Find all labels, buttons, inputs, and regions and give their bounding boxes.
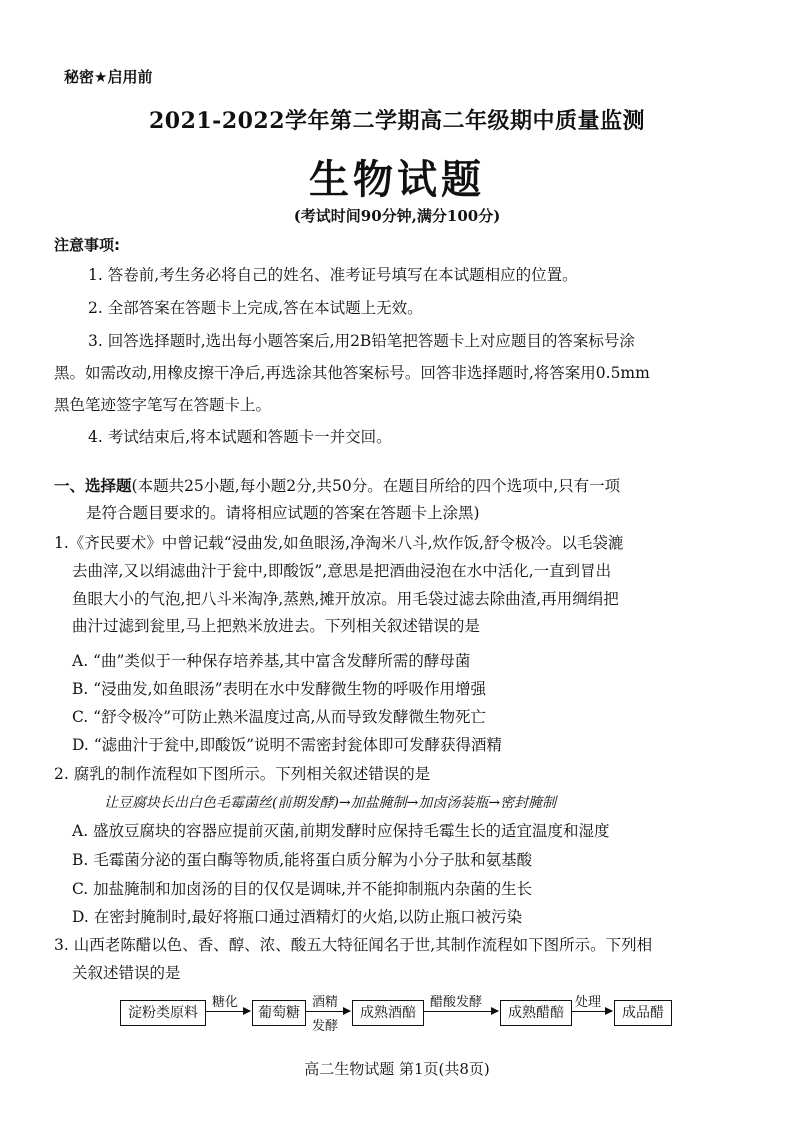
flow-arrow bbox=[424, 1011, 498, 1012]
section-heading: 一、选择题 bbox=[54, 477, 132, 495]
page-footer: 高二生物试题 第1页(共8页) bbox=[304, 1060, 490, 1078]
flow-box-glucose: 葡萄糖 bbox=[252, 1000, 306, 1026]
q2-option-c: C. 加盐腌制和加卤汤的目的仅仅是调味,并不能抑制瓶内杂菌的生长 bbox=[72, 880, 533, 898]
q1-option-a: A. “曲”类似于一种保存培养基,其中富含发酵所需的酵母菌 bbox=[72, 652, 471, 670]
notes-heading: 注意事项: bbox=[54, 236, 120, 254]
flow-box-wine-mash: 成熟酒醅 bbox=[352, 1000, 424, 1026]
flow-label-acetic: 醋酸发酵 bbox=[430, 995, 483, 1010]
flow-label-saccharify: 糖化 bbox=[212, 995, 239, 1010]
q2-stem: 2. 腐乳的制作流程如下图所示。下列相关叙述错误的是 bbox=[54, 765, 431, 783]
q2-option-b: B. 毛霉菌分泌的蛋白酶等物质,能将蛋白质分解为小分子肽和氨基酸 bbox=[72, 851, 533, 869]
flow-arrow bbox=[206, 1011, 250, 1012]
note-line: 黑。如需改动,用橡皮擦干净后,再选涂其他答案标号。回答非选择题时,将答案用0.5mm bbox=[54, 364, 650, 382]
q1-stem-line: 1.《齐民要术》中曾记载“浸曲发,如鱼眼汤,净淘米八斗,炊作饭,舒令极冷。以毛袋漉 bbox=[54, 534, 624, 552]
q3-stem-line: 3. 山西老陈醋以色、香、醇、浓、酸五大特征闻名于世,其制作流程如下图所示。下列相 bbox=[54, 936, 653, 954]
q1-stem-line: 去曲滓,又以绢滤曲汁于瓮中,即酸饭”,意思是把酒曲浸泡在水中活化,一直到冒出 bbox=[72, 562, 612, 580]
exam-info: (考试时间90分钟,满分100分) bbox=[293, 207, 501, 225]
subject-title: 生物试题 bbox=[309, 157, 485, 203]
q3-stem-line: 关叙述错误的是 bbox=[72, 964, 181, 982]
note-line: 4. 考试结束后,将本试题和答题卡一并交回。 bbox=[88, 428, 392, 446]
flow-label-alcohol: 酒精 bbox=[312, 995, 339, 1010]
q2-option-d: D. 在密封腌制时,最好将瓶口通过酒精灯的火焰,以防止瓶口被污染 bbox=[72, 908, 523, 926]
q2-option-a: A. 盛放豆腐块的容器应提前灭菌,前期发酵时应保持毛霉生长的适宜温度和湿度 bbox=[72, 822, 610, 840]
q1-stem-line: 曲汁过滤到瓮里,马上把熟米放进去。下列相关叙述错误的是 bbox=[72, 617, 480, 635]
flow-box-vinegar: 成品醋 bbox=[614, 1000, 672, 1026]
note-line: 2. 全部答案在答题卡上完成,答在本试题上无效。 bbox=[88, 299, 423, 317]
note-line: 1. 答卷前,考生务必将自己的姓名、准考证号填写在本试题相应的位置。 bbox=[88, 266, 578, 284]
q2-flow-description: 让豆腐块长出白色毛霉菌丝(前期发酵)→加盐腌制→加卤汤装瓶→密封腌制 bbox=[104, 795, 557, 811]
q1-stem-line: 鱼眼大小的气泡,把八斗米淘净,蒸熟,摊开放凉。用毛袋过滤去除曲渣,再用绸绢把 bbox=[72, 590, 619, 608]
q3-flowchart bbox=[0, 988, 794, 1038]
q1-option-b: B. “浸曲发,如鱼眼汤”表明在水中发酵微生物的呼吸作用增强 bbox=[72, 680, 487, 698]
flow-label-ferment: 发酵 bbox=[312, 1019, 339, 1034]
q1-option-c: C. “舒令极冷”可防止熟米温度过高,从而导致发酵微生物死亡 bbox=[72, 708, 486, 726]
section-intro-line2: 是符合题目要求的。请将相应试题的答案在答题卡上涂黑) bbox=[86, 504, 480, 522]
flow-arrow bbox=[572, 1011, 612, 1012]
flow-box-vinegar-mash: 成熟醋醅 bbox=[500, 1000, 572, 1026]
flow-arrow bbox=[306, 1011, 350, 1012]
section-intro-text: (本题共25小题,每小题2分,共50分。在题目所给的四个选项中,只有一项 bbox=[131, 477, 621, 495]
flow-label-process: 处理 bbox=[575, 995, 602, 1010]
exam-title: 2021-2022学年第二学期高二年级期中质量监测 bbox=[148, 108, 646, 134]
note-line: 3. 回答选择题时,选出每小题答案后,用2B铅笔把答题卡上对应题目的答案标号涂 bbox=[88, 332, 635, 350]
q1-option-d: D. “滤曲汁于瓮中,即酸饭”说明不需密封瓮体即可发酵获得酒精 bbox=[72, 736, 503, 754]
confidential-label: 秘密★启用前 bbox=[64, 68, 153, 86]
flow-box-starch: 淀粉类原料 bbox=[120, 1000, 206, 1026]
section-intro bbox=[54, 474, 620, 496]
note-line: 黑色笔迹签字笔写在答题卡上。 bbox=[54, 396, 272, 414]
